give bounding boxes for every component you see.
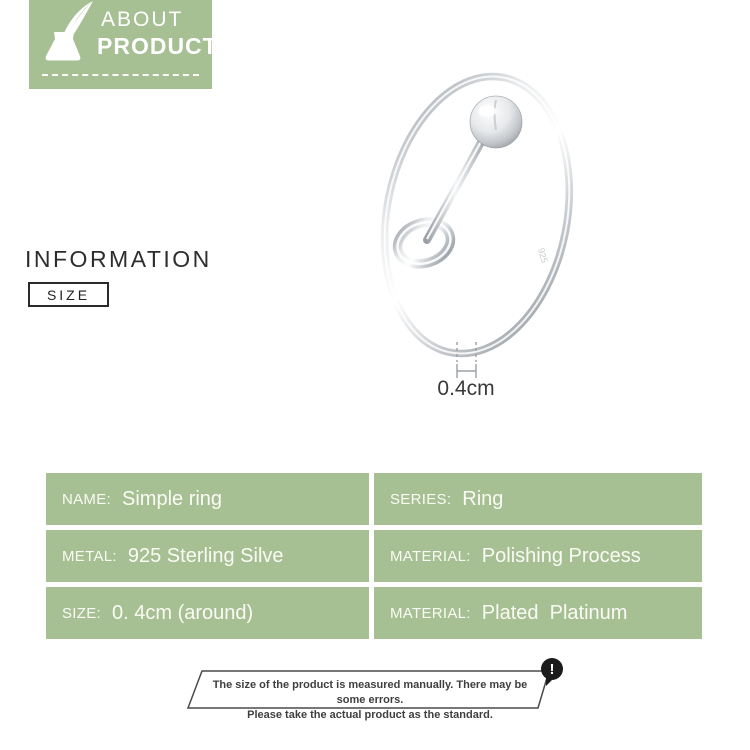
disclaimer-line2: Please take the actual product as the standard. [247, 709, 493, 721]
spec-cell-material-process [374, 530, 702, 582]
measurement-guides [457, 342, 476, 378]
size-tag: SIZE [28, 282, 109, 307]
spec-label: MATERIAL: [390, 547, 471, 565]
badge-line1: ABOUT [101, 8, 184, 31]
size-measurement-label: 0.4cm [437, 377, 495, 400]
spec-label: NAME: [62, 490, 112, 508]
spec-label: MATERIAL: [390, 604, 471, 622]
engraving-925: 925 [536, 246, 550, 265]
spec-cell-material-plating [374, 587, 702, 639]
disclaimer-text [200, 678, 540, 723]
about-product-badge [29, 0, 218, 89]
spec-value: Polishing Process [481, 544, 641, 567]
spec-table [46, 473, 702, 639]
ring-knot-loop [392, 216, 456, 271]
spec-value: 0. 4cm (around) [112, 601, 254, 624]
product-photo-ring [340, 55, 620, 405]
warning-exclamation-icon: ! [541, 658, 563, 680]
information-title: INFORMATION [25, 246, 212, 272]
disclaimer-line1: The size of the product is measured manually. There may be some errors. [212, 679, 528, 706]
spec-cell-metal [46, 530, 369, 582]
spec-label: SERIES: [390, 490, 452, 508]
badge-dashed-divider [42, 74, 199, 76]
ring-ball [470, 96, 522, 148]
spec-value: Ring [462, 487, 504, 510]
spec-cell-name [46, 473, 369, 525]
spec-cell-series [374, 473, 702, 525]
ring-pin [427, 137, 484, 240]
spec-value: Plated Platinum [481, 601, 628, 624]
spec-cell-size [46, 587, 369, 639]
spec-value: Simple ring [122, 487, 223, 510]
spec-label: METAL: [62, 547, 117, 565]
spec-label: SIZE: [62, 604, 102, 622]
badge-line2: PRODUCT [97, 33, 218, 59]
quill-ink-icon [41, 0, 95, 64]
spec-value: 925 Sterling Silve [127, 544, 284, 567]
